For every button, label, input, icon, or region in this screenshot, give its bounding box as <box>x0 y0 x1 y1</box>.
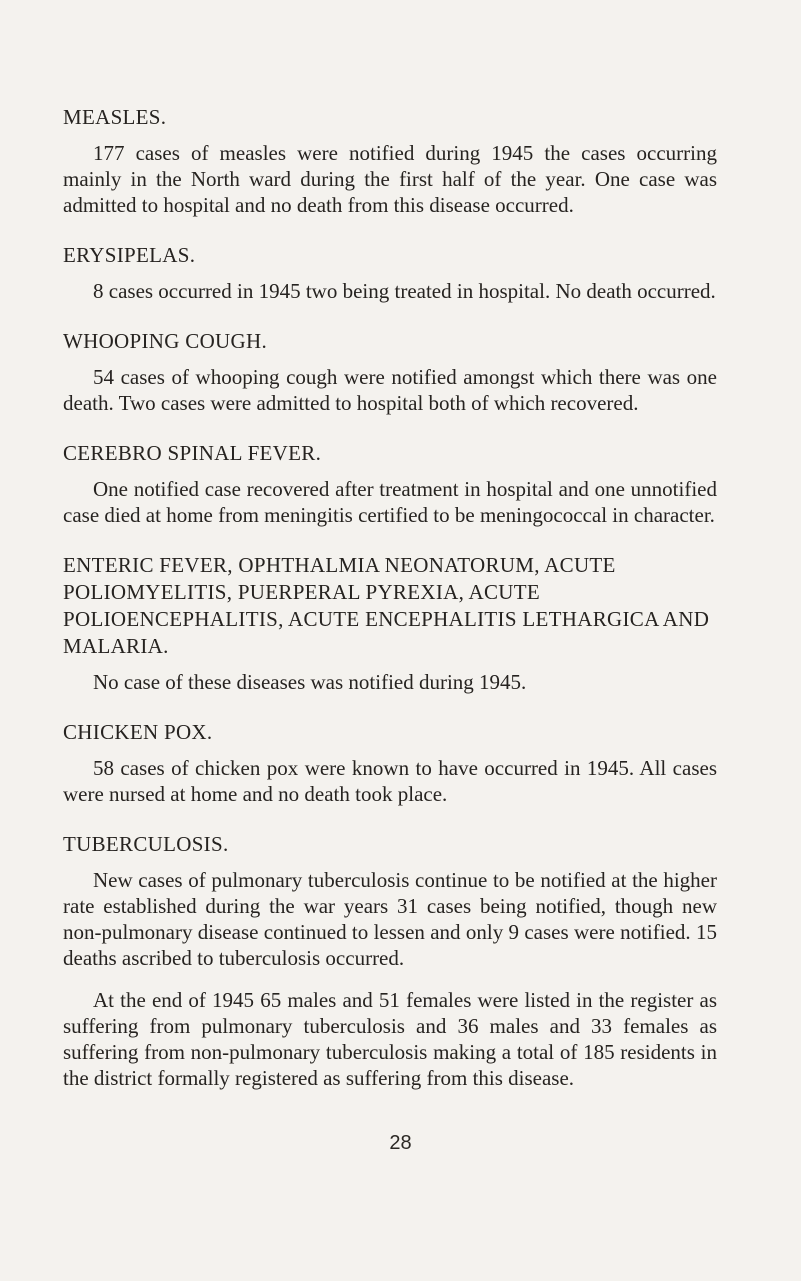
section-paragraph: 177 cases of measles were notified during 1945 the cases occurring mainly in the North ward during the first half of the year. One case was admitted to hospital and no death from this disease occurred. <box>63 141 717 217</box>
page-number: 28 <box>389 1132 412 1154</box>
section-erysipelas <box>63 242 717 304</box>
section-heading: CEREBRO SPINAL FEVER. <box>63 441 322 465</box>
section-paragraph: 58 cases of chicken pox were known to have occurred in 1945. All cases were nursed at home and no death took place. <box>63 756 717 806</box>
section-paragraph: 54 cases of whooping cough were notified amongst which there was one death. Two cases were admitted to hospital both of which recovered. <box>63 365 717 415</box>
section-tuberculosis <box>63 831 717 1091</box>
section-heading: ENTERIC FEVER, OPHTHALMIA NEONATORUM, ACUTE POLIOMYELITIS, PUERPERAL PYREXIA, ACUTE POLIOENCEPHALITIS, ACUTE ENCEPHALITIS LETHARGICA AND MALARIA. <box>63 553 710 658</box>
section-heading: TUBERCULOSIS. <box>63 832 229 856</box>
section-chicken-pox <box>63 719 717 807</box>
section-paragraph: New cases of pulmonary tuberculosis continue to be notified at the higher rate established during the war years 31 cases being notified, though new non-pulmonary disease continued to lessen and only 9 cases were notified. 15 deaths ascribed to tuberculosis occurred. <box>63 868 717 970</box>
section-enteric-fever-group <box>63 552 717 695</box>
section-paragraph: 8 cases occurred in 1945 two being treated in hospital. No death occurred. <box>93 279 716 303</box>
section-heading: WHOOPING COUGH. <box>63 329 267 353</box>
section-heading: ERYSIPELAS. <box>63 243 196 267</box>
section-cerebro-spinal-fever <box>63 440 717 528</box>
section-paragraph: At the end of 1945 65 males and 51 females were listed in the register as suffering from pulmonary tuberculosis and 36 males and 33 females as suffering from non-pulmonary tuberculosis making a total of 185 residents in the district formally registered as suffering from this disease. <box>63 988 717 1090</box>
section-paragraph: One notified case recovered after treatment in hospital and one unnotified case died at home from meningitis certified to be meningococcal in character. <box>63 477 717 527</box>
section-paragraph: No case of these diseases was notified during 1945. <box>93 670 527 694</box>
section-whooping-cough <box>63 328 717 416</box>
section-heading: CHICKEN POX. <box>63 720 213 744</box>
section-heading: MEASLES. <box>63 105 167 129</box>
report-body <box>63 104 717 1091</box>
section-measles <box>63 104 717 218</box>
